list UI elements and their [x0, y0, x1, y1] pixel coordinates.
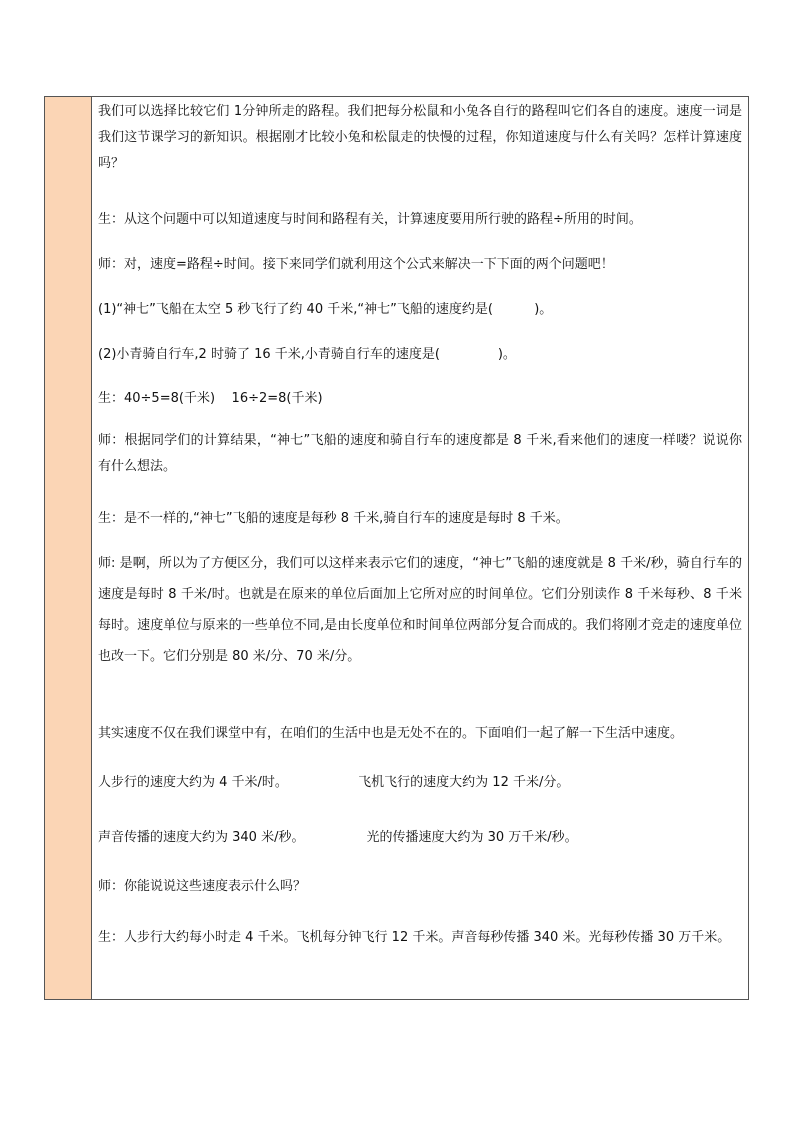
paragraph-question-1: (1)“神七”飞船在太空 5 秒飞行了约 40 千米,“神七”飞船的速度约是( )。 [98, 302, 553, 317]
paragraph-speeds-row-2: 声音传播的速度大约为 340 米/秒。 光的传播速度大约为 30 万千米/秒。 [98, 830, 578, 845]
lesson-table [44, 96, 749, 1000]
paragraph-speeds-row-1: 人步行的速度大约为 4 千米/时。 飞机飞行的速度大约为 12 千米/分。 [98, 775, 570, 790]
lesson-content-cell [92, 97, 748, 999]
paragraph-student-answer-1: 生：从这个问题中可以知道速度与时间和路程有关，计算速度要用所行驶的路程÷所用的时间。 [98, 212, 642, 227]
paragraph-question-2: (2)小青骑自行车,2 时骑了 16 千米,小青骑自行车的速度是( )。 [98, 347, 516, 362]
paragraph-teacher-formula: 师：对，速度=路程÷时间。接下来同学们就利用这个公式来解决一下下面的两个问题吧！ [98, 257, 614, 272]
shaded-label-column [45, 97, 92, 999]
paragraph-daily-life: 其实速度不仅在我们课堂中有，在咱们的生活中也是无处不在的。下面咱们一起了解一下生活中速度。 [98, 726, 684, 741]
paragraph-intro: 我们可以选择比较它们 1分钟所走的路程。我们把每分松鼠和小兔各自行的路程叫它们各自的速度。速度一词是我们这节课学习的新知识。根据刚才比较小兔和松鼠走的快慢的过程，你知道速度与什么有关吗？怎样计算速度吗？ [98, 104, 742, 171]
paragraph-teacher-ask: 师：你能说说这些速度表示什么吗？ [98, 879, 307, 894]
paragraph-teacher-question: 师：根据同学们的计算结果，“神七”飞船的速度和骑自行车的速度都是 8 千米,看来他们的速度一样喽？说说你有什么想法。 [98, 433, 742, 474]
paragraph-student-explanation: 生：人步行大约每小时走 4 千米。飞机每分钟飞行 12 千米。声音每秒传播 340 米。光每秒传播 30 万千米。 [98, 930, 731, 945]
paragraph-student-calculation: 生：40÷5=8(千米) 16÷2=8(千米) [98, 391, 323, 406]
paragraph-teacher-units: 师: 是啊，所以为了方便区分，我们可以这样来表示它们的速度，“神七”飞船的速度就是 8 千米/秒，骑自行车的速度是每时 8 千米/时。也就是在原来的单位后面加上它所对应的时间单位。它们分别读作 8 千米每秒、8 千米每时。速度单位与原来的一些单位不同,是由长度单位和时间单位两部分复合而成的。我们将刚才竞走的速度单位也改一下。它们分别是 80 米/分、70 米/分。 [98, 556, 742, 664]
paragraph-student-answer-2: 生：是不一样的,“神七”飞船的速度是每秒 8 千米,骑自行车的速度是每时 8 千米。 [98, 511, 569, 526]
